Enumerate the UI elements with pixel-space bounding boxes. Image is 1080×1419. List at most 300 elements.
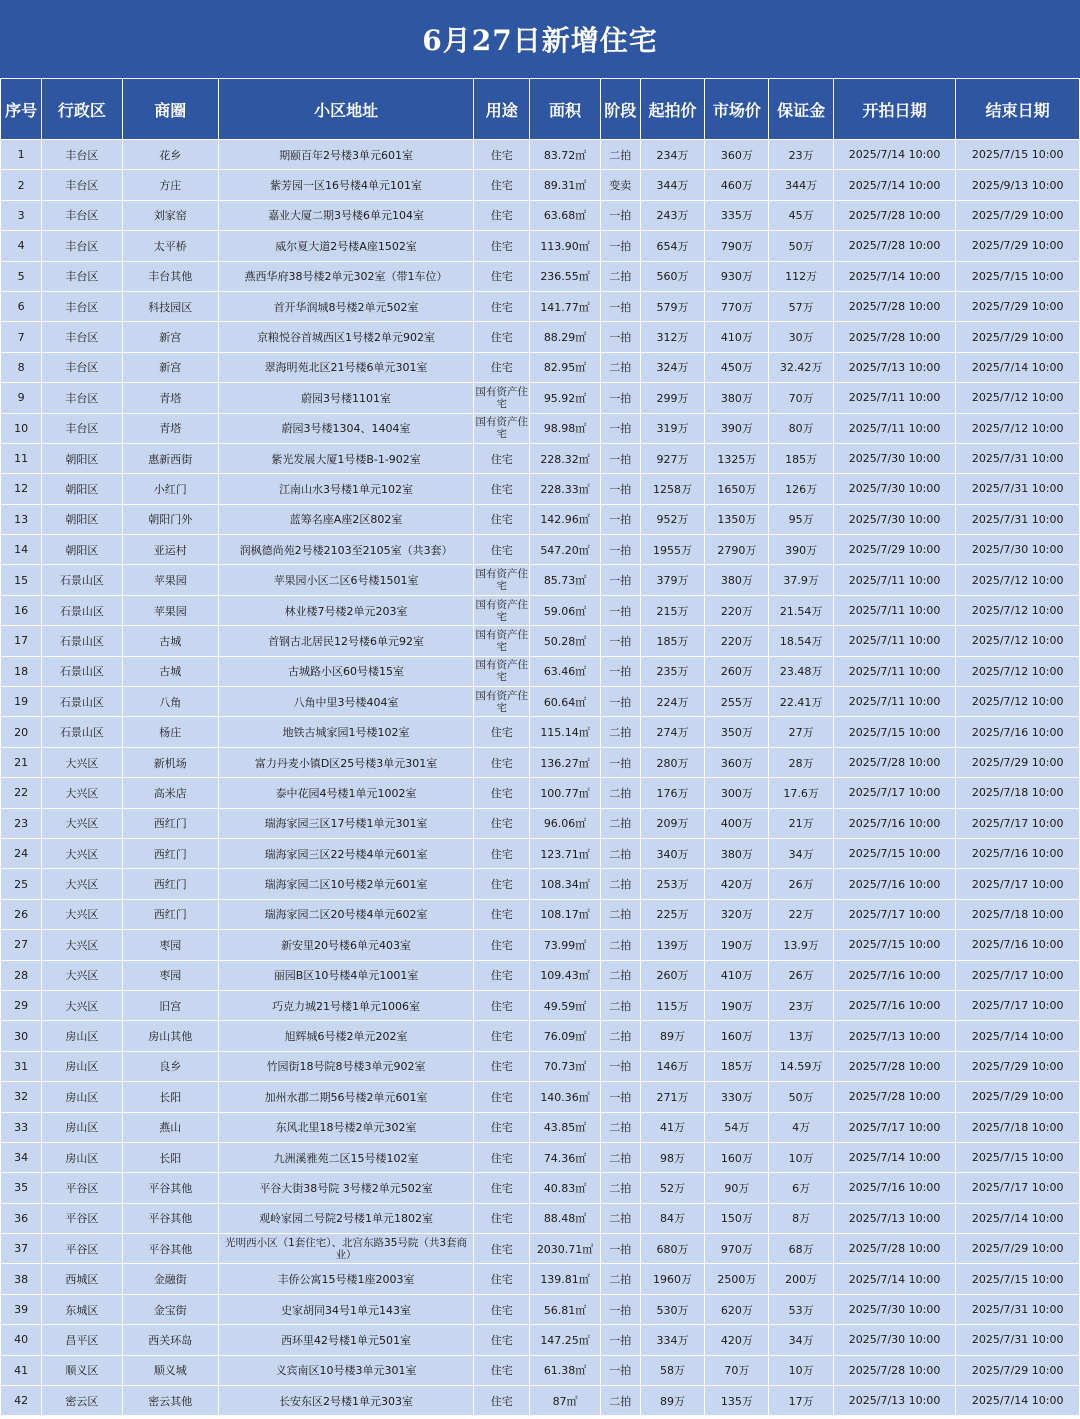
cell-usage: 住宅: [474, 747, 530, 777]
cell-end-date: 2025/7/14 10:00: [956, 1386, 1080, 1416]
cell-end-date: 2025/7/29 10:00: [956, 322, 1080, 352]
cell-address: 瑞海家园二区10号楼2单元601室: [218, 869, 473, 899]
cell-size: 96.06㎡: [530, 808, 600, 838]
cell-deposit: 6万: [769, 1173, 833, 1203]
table-row: [1, 838, 1080, 868]
cell-district: 石景山区: [42, 687, 122, 717]
cell-address: 古城路小区60号楼15室: [218, 656, 473, 686]
cell-start-date: 2025/7/11 10:00: [833, 656, 956, 686]
cell-usage: 住宅: [474, 1051, 530, 1081]
cell-area: 顺义城: [122, 1355, 218, 1385]
table-row: [1, 291, 1080, 321]
cell-end-date: 2025/7/12 10:00: [956, 595, 1080, 625]
cell-district: 丰台区: [42, 200, 122, 230]
cell-start-price: 253万: [640, 869, 704, 899]
cell-start-date: 2025/7/16 10:00: [833, 960, 956, 990]
cell-stage: 一拍: [600, 1355, 640, 1385]
cell-start-price: 98万: [640, 1142, 704, 1172]
cell-area: 杨庄: [122, 717, 218, 747]
table-row: [1, 717, 1080, 747]
cell-end-date: 2025/7/16 10:00: [956, 717, 1080, 747]
cell-stage: 一拍: [600, 1294, 640, 1324]
cell-start-price: 319万: [640, 413, 704, 443]
cell-usage: 住宅: [474, 1386, 530, 1416]
table-row: [1, 1173, 1080, 1203]
cell-start-date: 2025/7/11 10:00: [833, 687, 956, 717]
table-row: [1, 747, 1080, 777]
cell-stage: 一拍: [600, 413, 640, 443]
cell-market-price: 620万: [705, 1294, 769, 1324]
cell-address: 地铁古城家园1号楼102室: [218, 717, 473, 747]
cell-market-price: 190万: [705, 990, 769, 1020]
cell-district: 房山区: [42, 1082, 122, 1112]
cell-index: 29: [1, 990, 42, 1020]
cell-start-price: 530万: [640, 1294, 704, 1324]
cell-market-price: 54万: [705, 1112, 769, 1142]
cell-end-date: 2025/7/15 10:00: [956, 1142, 1080, 1172]
cell-market-price: 160万: [705, 1142, 769, 1172]
cell-address: 瑞海家园三区17号楼1单元301室: [218, 808, 473, 838]
table-row: [1, 261, 1080, 291]
cell-market-price: 450万: [705, 352, 769, 382]
cell-end-date: 2025/7/29 10:00: [956, 291, 1080, 321]
cell-start-price: 234万: [640, 140, 704, 170]
cell-stage: 一拍: [600, 1082, 640, 1112]
cell-area: 长阳: [122, 1142, 218, 1172]
cell-stage: 二拍: [600, 717, 640, 747]
cell-stage: 一拍: [600, 383, 640, 413]
cell-usage: 住宅: [474, 231, 530, 261]
cell-district: 石景山区: [42, 656, 122, 686]
cell-area: 密云其他: [122, 1386, 218, 1416]
cell-stage: 二拍: [600, 778, 640, 808]
table-row: [1, 352, 1080, 382]
cell-deposit: 13万: [769, 1021, 833, 1051]
cell-start-price: 146万: [640, 1051, 704, 1081]
cell-end-date: 2025/7/12 10:00: [956, 565, 1080, 595]
cell-index: 23: [1, 808, 42, 838]
cell-area: 西红门: [122, 869, 218, 899]
cell-area: 燕山: [122, 1112, 218, 1142]
cell-deposit: 390万: [769, 535, 833, 565]
cell-stage: 二拍: [600, 990, 640, 1020]
cell-start-price: 243万: [640, 200, 704, 230]
cell-district: 朝阳区: [42, 504, 122, 534]
cell-size: 56.81㎡: [530, 1294, 600, 1324]
cell-district: 丰台区: [42, 261, 122, 291]
table-row: [1, 443, 1080, 473]
cell-address: 光明西小区（1套住宅）、北宫东路35号院（共3套商业）: [218, 1234, 473, 1264]
cell-start-price: 209万: [640, 808, 704, 838]
cell-usage: 住宅: [474, 899, 530, 929]
cell-deposit: 95万: [769, 504, 833, 534]
cell-start-price: 274万: [640, 717, 704, 747]
cell-size: 49.59㎡: [530, 990, 600, 1020]
cell-size: 115.14㎡: [530, 717, 600, 747]
header-stage: 阶段: [600, 79, 640, 140]
cell-usage: 国有资产住宅: [474, 383, 530, 413]
cell-size: 59.06㎡: [530, 595, 600, 625]
cell-stage: 二拍: [600, 930, 640, 960]
cell-district: 丰台区: [42, 413, 122, 443]
cell-deposit: 14.59万: [769, 1051, 833, 1081]
cell-size: 98.98㎡: [530, 413, 600, 443]
cell-start-price: 185万: [640, 626, 704, 656]
cell-district: 大兴区: [42, 869, 122, 899]
cell-start-price: 1955万: [640, 535, 704, 565]
cell-end-date: 2025/7/17 10:00: [956, 1173, 1080, 1203]
cell-deposit: 28万: [769, 747, 833, 777]
cell-end-date: 2025/9/13 10:00: [956, 170, 1080, 200]
cell-start-price: 84万: [640, 1203, 704, 1233]
cell-usage: 住宅: [474, 170, 530, 200]
cell-usage: 住宅: [474, 717, 530, 747]
cell-index: 15: [1, 565, 42, 595]
table-row: [1, 1325, 1080, 1355]
cell-market-price: 70万: [705, 1355, 769, 1385]
cell-size: 100.77㎡: [530, 778, 600, 808]
cell-start-price: 324万: [640, 352, 704, 382]
cell-end-date: 2025/7/18 10:00: [956, 1112, 1080, 1142]
table-row: [1, 626, 1080, 656]
table-row: [1, 930, 1080, 960]
cell-start-date: 2025/7/14 10:00: [833, 170, 956, 200]
cell-district: 丰台区: [42, 140, 122, 170]
cell-start-price: 1960万: [640, 1264, 704, 1294]
cell-start-date: 2025/7/13 10:00: [833, 1021, 956, 1051]
cell-district: 朝阳区: [42, 474, 122, 504]
cell-usage: 住宅: [474, 443, 530, 473]
table-row: [1, 899, 1080, 929]
cell-usage: 住宅: [474, 808, 530, 838]
cell-deposit: 200万: [769, 1264, 833, 1294]
cell-address: 首钢古北居民12号楼6单元92室: [218, 626, 473, 656]
cell-start-price: 334万: [640, 1325, 704, 1355]
cell-area: 西红门: [122, 899, 218, 929]
cell-end-date: 2025/7/12 10:00: [956, 656, 1080, 686]
cell-start-date: 2025/7/28 10:00: [833, 200, 956, 230]
cell-deposit: 34万: [769, 1325, 833, 1355]
cell-market-price: 970万: [705, 1234, 769, 1264]
cell-address: 林业楼7号楼2单元203室: [218, 595, 473, 625]
cell-area: 高米店: [122, 778, 218, 808]
cell-index: 38: [1, 1264, 42, 1294]
cell-deposit: 57万: [769, 291, 833, 321]
cell-index: 22: [1, 778, 42, 808]
table-row: [1, 1203, 1080, 1233]
cell-market-price: 2790万: [705, 535, 769, 565]
cell-size: 85.73㎡: [530, 565, 600, 595]
cell-index: 17: [1, 626, 42, 656]
cell-market-price: 320万: [705, 899, 769, 929]
cell-deposit: 23万: [769, 990, 833, 1020]
cell-size: 88.29㎡: [530, 322, 600, 352]
cell-district: 顺义区: [42, 1355, 122, 1385]
table-row: [1, 778, 1080, 808]
cell-area: 房山其他: [122, 1021, 218, 1051]
cell-district: 朝阳区: [42, 535, 122, 565]
header-address: 小区地址: [218, 79, 473, 140]
cell-district: 丰台区: [42, 322, 122, 352]
cell-area: 金融街: [122, 1264, 218, 1294]
cell-deposit: 34万: [769, 838, 833, 868]
table-row: [1, 383, 1080, 413]
header-end-date: 结束日期: [956, 79, 1080, 140]
table-row: [1, 1142, 1080, 1172]
cell-end-date: 2025/7/15 10:00: [956, 1264, 1080, 1294]
cell-usage: 国有资产住宅: [474, 687, 530, 717]
cell-market-price: 930万: [705, 261, 769, 291]
cell-end-date: 2025/7/31 10:00: [956, 504, 1080, 534]
table-row: [1, 231, 1080, 261]
cell-stage: 一拍: [600, 1234, 640, 1264]
cell-usage: 住宅: [474, 1112, 530, 1142]
cell-address: 义宾南区10号楼3单元301室: [218, 1355, 473, 1385]
cell-size: 123.71㎡: [530, 838, 600, 868]
table-row: [1, 140, 1080, 170]
cell-start-date: 2025/7/28 10:00: [833, 747, 956, 777]
cell-start-date: 2025/7/14 10:00: [833, 1142, 956, 1172]
cell-size: 76.09㎡: [530, 1021, 600, 1051]
cell-address: 首开华润城8号楼2单元502室: [218, 291, 473, 321]
cell-index: 25: [1, 869, 42, 899]
cell-stage: 一拍: [600, 1051, 640, 1081]
cell-district: 大兴区: [42, 960, 122, 990]
cell-index: 28: [1, 960, 42, 990]
cell-area: 平谷其他: [122, 1173, 218, 1203]
cell-address: 瑞海家园二区20号楼4单元602室: [218, 899, 473, 929]
cell-district: 大兴区: [42, 930, 122, 960]
cell-start-date: 2025/7/17 10:00: [833, 1112, 956, 1142]
cell-market-price: 410万: [705, 322, 769, 352]
table-row: [1, 170, 1080, 200]
cell-start-date: 2025/7/28 10:00: [833, 291, 956, 321]
cell-end-date: 2025/7/17 10:00: [956, 869, 1080, 899]
cell-area: 惠新西街: [122, 443, 218, 473]
cell-size: 60.64㎡: [530, 687, 600, 717]
cell-market-price: 770万: [705, 291, 769, 321]
cell-size: 136.27㎡: [530, 747, 600, 777]
cell-index: 27: [1, 930, 42, 960]
cell-end-date: 2025/7/12 10:00: [956, 413, 1080, 443]
table-row: [1, 656, 1080, 686]
cell-deposit: 30万: [769, 322, 833, 352]
cell-deposit: 17.6万: [769, 778, 833, 808]
cell-usage: 住宅: [474, 352, 530, 382]
cell-start-date: 2025/7/30 10:00: [833, 1294, 956, 1324]
cell-start-date: 2025/7/17 10:00: [833, 899, 956, 929]
table-row: [1, 504, 1080, 534]
cell-stage: 一拍: [600, 504, 640, 534]
cell-stage: 一拍: [600, 474, 640, 504]
header-district: 行政区: [42, 79, 122, 140]
cell-market-price: 185万: [705, 1051, 769, 1081]
header-start-date: 开拍日期: [833, 79, 956, 140]
cell-market-price: 390万: [705, 413, 769, 443]
cell-index: 9: [1, 383, 42, 413]
cell-area: 朝阳门外: [122, 504, 218, 534]
cell-address: 史家胡同34号1单元143室: [218, 1294, 473, 1324]
header-size: 面积: [530, 79, 600, 140]
cell-area: 新机场: [122, 747, 218, 777]
table-row: [1, 595, 1080, 625]
cell-index: 14: [1, 535, 42, 565]
header-market-price: 市场价: [705, 79, 769, 140]
cell-usage: 国有资产住宅: [474, 565, 530, 595]
cell-district: 丰台区: [42, 352, 122, 382]
cell-usage: 住宅: [474, 1294, 530, 1324]
cell-deposit: 45万: [769, 200, 833, 230]
cell-address: 紫光发展大厦1号楼B-1-902室: [218, 443, 473, 473]
cell-size: 40.83㎡: [530, 1173, 600, 1203]
cell-start-date: 2025/7/11 10:00: [833, 413, 956, 443]
cell-size: 61.38㎡: [530, 1355, 600, 1385]
table-row: [1, 1264, 1080, 1294]
cell-deposit: 32.42万: [769, 352, 833, 382]
cell-usage: 住宅: [474, 990, 530, 1020]
cell-start-price: 1258万: [640, 474, 704, 504]
cell-market-price: 380万: [705, 383, 769, 413]
cell-area: 苹果园: [122, 595, 218, 625]
cell-usage: 住宅: [474, 261, 530, 291]
cell-size: 140.36㎡: [530, 1082, 600, 1112]
cell-address: 期颐百年2号楼3单元601室: [218, 140, 473, 170]
cell-district: 丰台区: [42, 170, 122, 200]
header-usage: 用途: [474, 79, 530, 140]
cell-start-price: 952万: [640, 504, 704, 534]
cell-index: 7: [1, 322, 42, 352]
cell-end-date: 2025/7/30 10:00: [956, 535, 1080, 565]
cell-size: 74.36㎡: [530, 1142, 600, 1172]
cell-start-price: 52万: [640, 1173, 704, 1203]
cell-start-date: 2025/7/11 10:00: [833, 595, 956, 625]
cell-end-date: 2025/7/29 10:00: [956, 1051, 1080, 1081]
cell-end-date: 2025/7/14 10:00: [956, 1021, 1080, 1051]
cell-address: 观岭家园二号院2号楼1单元1802室: [218, 1203, 473, 1233]
table-row: [1, 808, 1080, 838]
header-area: 商圈: [122, 79, 218, 140]
cell-district: 西城区: [42, 1264, 122, 1294]
cell-market-price: 350万: [705, 717, 769, 747]
cell-district: 平谷区: [42, 1203, 122, 1233]
cell-deposit: 26万: [769, 960, 833, 990]
cell-stage: 一拍: [600, 291, 640, 321]
page-title: 6月27日新增住宅: [0, 0, 1080, 78]
cell-end-date: 2025/7/17 10:00: [956, 808, 1080, 838]
cell-start-date: 2025/7/28 10:00: [833, 322, 956, 352]
cell-start-date: 2025/7/14 10:00: [833, 261, 956, 291]
cell-start-price: 271万: [640, 1082, 704, 1112]
cell-stage: 变卖: [600, 170, 640, 200]
cell-stage: 一拍: [600, 656, 640, 686]
cell-index: 34: [1, 1142, 42, 1172]
cell-market-price: 260万: [705, 656, 769, 686]
cell-start-date: 2025/7/13 10:00: [833, 1203, 956, 1233]
cell-address: 长安东区2号楼1单元303室: [218, 1386, 473, 1416]
cell-start-date: 2025/7/11 10:00: [833, 383, 956, 413]
cell-index: 31: [1, 1051, 42, 1081]
cell-district: 平谷区: [42, 1234, 122, 1264]
cell-index: 12: [1, 474, 42, 504]
cell-area: 古城: [122, 626, 218, 656]
cell-deposit: 10万: [769, 1355, 833, 1385]
cell-end-date: 2025/7/16 10:00: [956, 930, 1080, 960]
cell-size: 50.28㎡: [530, 626, 600, 656]
cell-market-price: 190万: [705, 930, 769, 960]
cell-usage: 住宅: [474, 1264, 530, 1294]
table-row: [1, 990, 1080, 1020]
cell-size: 89.31㎡: [530, 170, 600, 200]
cell-market-price: 1325万: [705, 443, 769, 473]
cell-deposit: 18.54万: [769, 626, 833, 656]
table-body: [1, 140, 1080, 1416]
cell-usage: 住宅: [474, 140, 530, 170]
cell-usage: 住宅: [474, 869, 530, 899]
cell-district: 昌平区: [42, 1325, 122, 1355]
cell-stage: 二拍: [600, 140, 640, 170]
cell-usage: 住宅: [474, 200, 530, 230]
cell-index: 36: [1, 1203, 42, 1233]
cell-area: 金宝街: [122, 1294, 218, 1324]
cell-size: 82.95㎡: [530, 352, 600, 382]
cell-deposit: 27万: [769, 717, 833, 747]
cell-index: 20: [1, 717, 42, 747]
cell-area: 古城: [122, 656, 218, 686]
cell-address: 九洲溪雅苑二区15号楼102室: [218, 1142, 473, 1172]
cell-market-price: 255万: [705, 687, 769, 717]
cell-index: 35: [1, 1173, 42, 1203]
cell-address: 丽园B区10号楼4单元1001室: [218, 960, 473, 990]
cell-start-date: 2025/7/14 10:00: [833, 140, 956, 170]
cell-district: 石景山区: [42, 626, 122, 656]
cell-start-date: 2025/7/28 10:00: [833, 1082, 956, 1112]
cell-start-date: 2025/7/28 10:00: [833, 231, 956, 261]
cell-address: 京粮悦谷首城西区1号楼2单元902室: [218, 322, 473, 352]
cell-market-price: 790万: [705, 231, 769, 261]
cell-usage: 住宅: [474, 1021, 530, 1051]
cell-size: 141.77㎡: [530, 291, 600, 321]
cell-stage: 二拍: [600, 960, 640, 990]
cell-index: 3: [1, 200, 42, 230]
cell-start-date: 2025/7/16 10:00: [833, 1173, 956, 1203]
cell-usage: 住宅: [474, 322, 530, 352]
table-row: [1, 687, 1080, 717]
cell-size: 95.92㎡: [530, 383, 600, 413]
cell-address: 巧克力城21号楼1单元1006室: [218, 990, 473, 1020]
cell-address: 威尔夏大道2号楼A座1502室: [218, 231, 473, 261]
cell-stage: 二拍: [600, 1203, 640, 1233]
cell-end-date: 2025/7/16 10:00: [956, 838, 1080, 868]
cell-area: 枣园: [122, 930, 218, 960]
cell-size: 113.90㎡: [530, 231, 600, 261]
cell-district: 密云区: [42, 1386, 122, 1416]
cell-start-date: 2025/7/30 10:00: [833, 1325, 956, 1355]
cell-usage: 住宅: [474, 1355, 530, 1385]
cell-district: 大兴区: [42, 838, 122, 868]
cell-area: 新宫: [122, 322, 218, 352]
cell-start-price: 680万: [640, 1234, 704, 1264]
cell-usage: 住宅: [474, 1082, 530, 1112]
cell-start-date: 2025/7/30 10:00: [833, 443, 956, 473]
cell-start-date: 2025/7/14 10:00: [833, 1264, 956, 1294]
cell-district: 大兴区: [42, 747, 122, 777]
cell-end-date: 2025/7/18 10:00: [956, 778, 1080, 808]
cell-stage: 二拍: [600, 1112, 640, 1142]
cell-address: 润枫德尚苑2号楼2103至2105室（共3套）: [218, 535, 473, 565]
cell-market-price: 160万: [705, 1021, 769, 1051]
cell-start-date: 2025/7/28 10:00: [833, 1051, 956, 1081]
cell-district: 房山区: [42, 1112, 122, 1142]
